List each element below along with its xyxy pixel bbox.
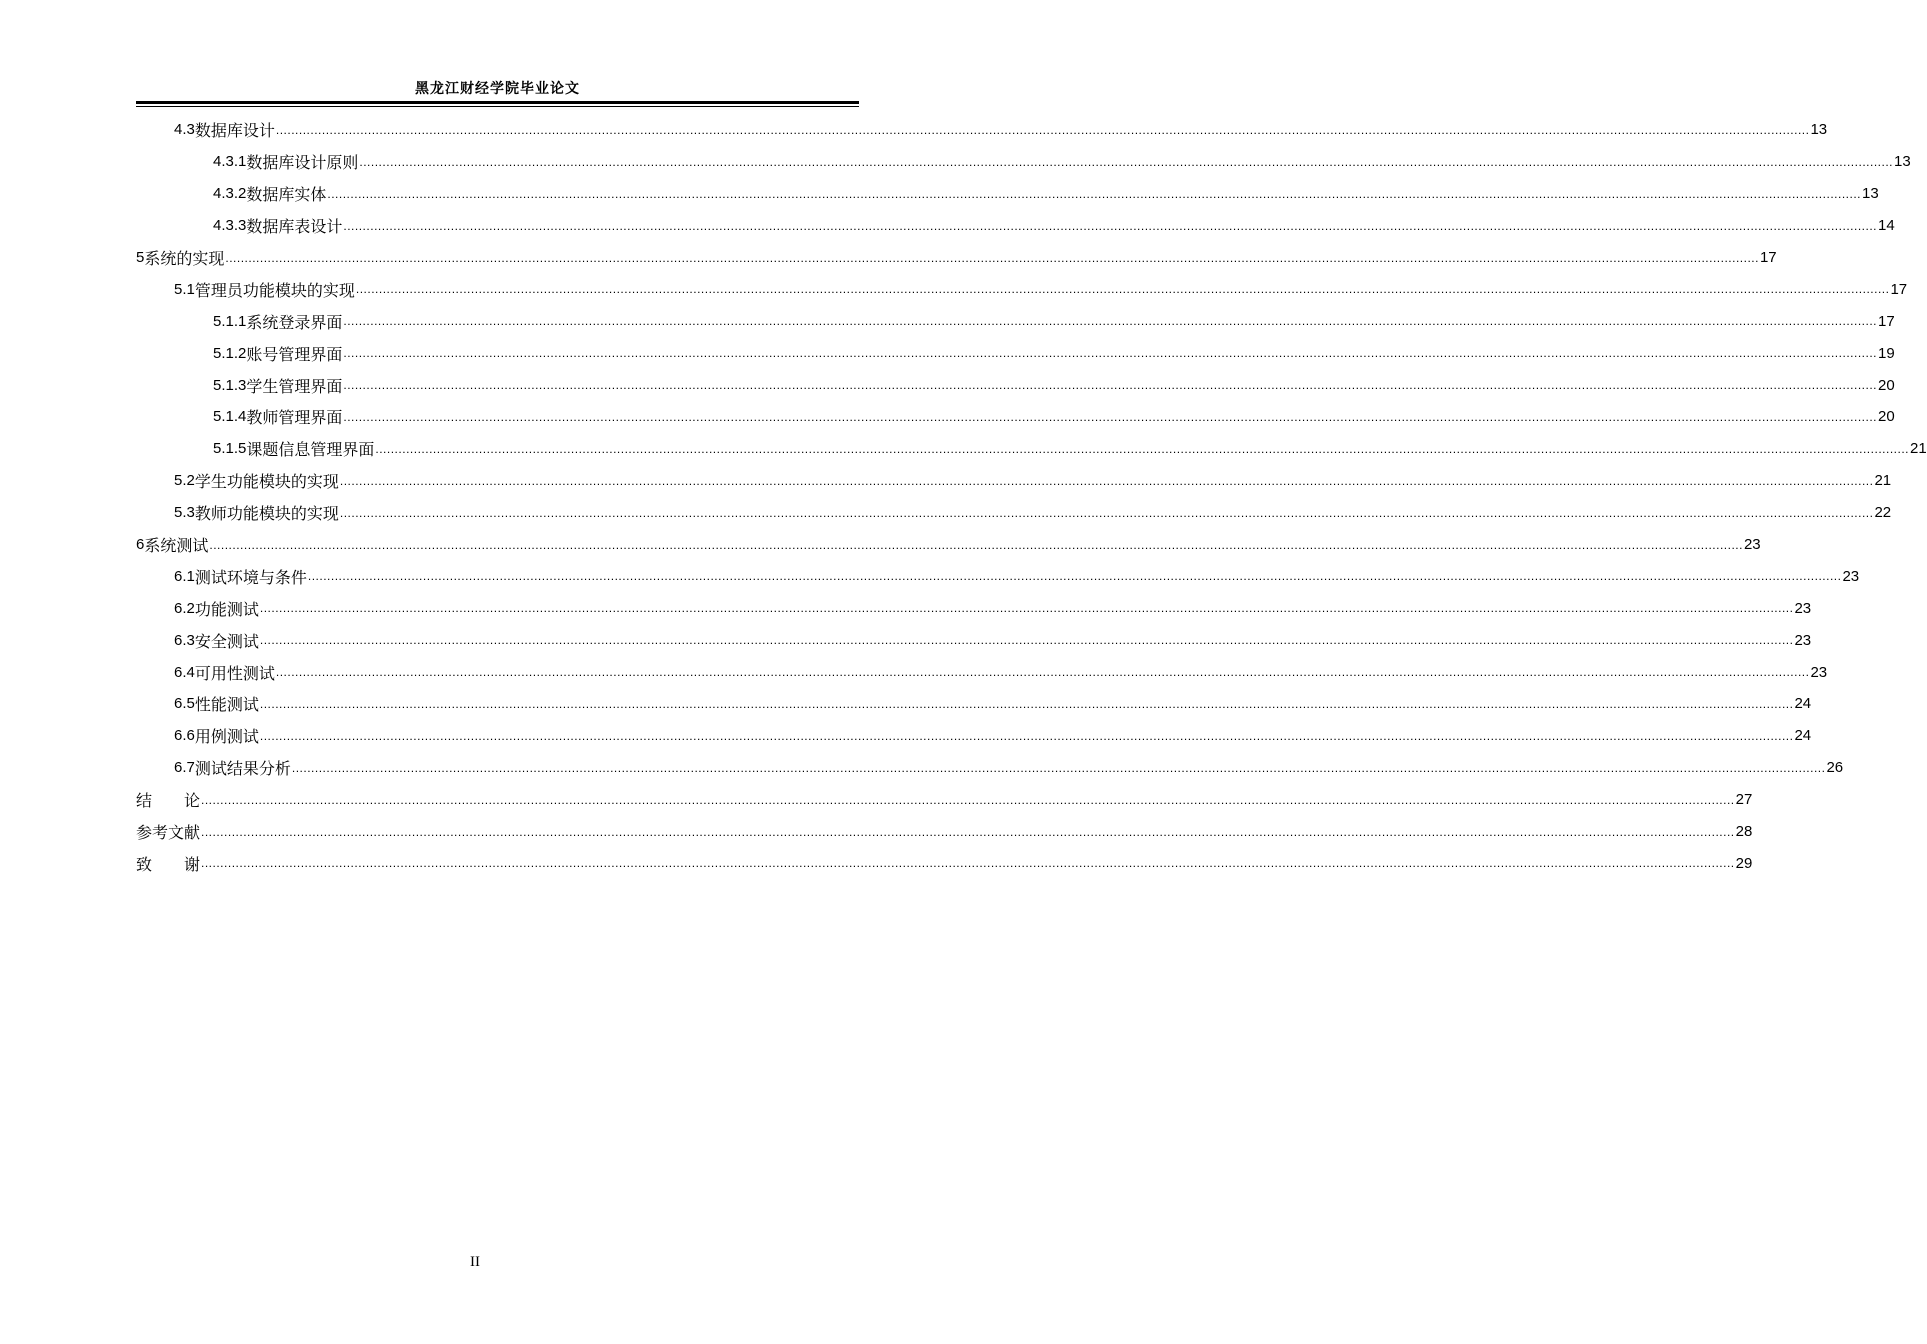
toc-entry-title: 结 论 [136, 791, 201, 811]
toc-entry-page: 23 [1743, 536, 1761, 554]
toc-entry-number: 4.3.3 [213, 217, 247, 235]
toc-entry-page: 23 [1810, 663, 1828, 681]
toc-entry[interactable] [136, 752, 1844, 784]
toc-entry-page: 28 [1735, 823, 1753, 841]
toc-dot-leader: ................................................................................................................................................................................................................................................................................................................................................................................................................ [225, 250, 1759, 265]
toc-entry-number: 5.3 [174, 504, 195, 522]
toc-dot-leader: ................................................................................................................................................................................................................................................................................................................................................................................................................ [355, 282, 1890, 297]
toc-entry[interactable] [136, 465, 1892, 497]
toc-entry-title: 学生功能模块的实现 [194, 472, 339, 492]
toc-entry-number: 6.7 [174, 759, 195, 777]
toc-entry[interactable] [136, 816, 1753, 848]
toc-entry-number: 5.1.2 [213, 344, 247, 362]
toc-entry-title: 测试环境与条件 [194, 567, 307, 587]
toc-entry-number: 6.5 [174, 695, 195, 713]
toc-entry-page: 21 [1874, 472, 1892, 490]
toc-entry-title: 用例测试 [194, 727, 259, 747]
toc-entry-number: 5.1.1 [213, 312, 247, 330]
toc-entry[interactable] [136, 178, 1879, 210]
toc-entry-page: 21 [1909, 440, 1927, 458]
toc-dot-leader: ................................................................................................................................................................................................................................................................................................................................................................................................................ [343, 314, 1877, 329]
toc-dot-leader: ................................................................................................................................................................................................................................................................................................................................................................................................................ [259, 728, 1794, 743]
toc-entry-page: 29 [1735, 854, 1753, 872]
toc-dot-leader: ................................................................................................................................................................................................................................................................................................................................................................................................................ [209, 537, 1743, 552]
toc-entry-number: 6.6 [174, 727, 195, 745]
toc-entry-title: 系统测试 [144, 536, 209, 556]
toc-entry-title: 教师功能模块的实现 [194, 504, 339, 524]
toc-entry-number: 5.1 [174, 280, 195, 298]
toc-entry-title: 系统的实现 [144, 249, 225, 268]
toc-entry-title: 数据库实体 [246, 185, 327, 205]
toc-entry-number: 5.1.5 [213, 440, 247, 458]
toc-entry-number: 6 [136, 536, 145, 554]
toc-dot-leader: ................................................................................................................................................................................................................................................................................................................................................................................................................ [259, 601, 1794, 616]
toc-dot-leader: ................................................................................................................................................................................................................................................................................................................................................................................................................ [343, 346, 1877, 361]
toc-entry-page: 24 [1794, 727, 1812, 745]
toc-dot-leader: ................................................................................................................................................................................................................................................................................................................................................................................................................ [359, 154, 1893, 169]
toc-entry-title: 学生管理界面 [246, 376, 343, 396]
toc-entry-title: 教师管理界面 [246, 408, 343, 428]
toc-entry-page: 17 [1890, 280, 1908, 298]
toc-entry-title: 管理员功能模块的实现 [194, 280, 355, 300]
table-of-contents [136, 114, 1927, 879]
toc-entry[interactable] [136, 433, 1927, 465]
toc-entry-page: 17 [1759, 249, 1777, 266]
toc-entry-page: 27 [1735, 791, 1753, 809]
toc-entry[interactable] [136, 656, 1828, 688]
toc-entry-page: 26 [1826, 759, 1844, 777]
toc-entry[interactable] [136, 497, 1892, 529]
toc-entry-number: 6.2 [174, 599, 195, 617]
toc-dot-leader: ................................................................................................................................................................................................................................................................................................................................................................................................................ [201, 792, 1735, 807]
toc-entry-title: 可用性测试 [194, 663, 275, 683]
toc-entry[interactable] [136, 273, 1908, 305]
toc-entry-number: 4.3 [174, 121, 195, 139]
toc-dot-leader: ................................................................................................................................................................................................................................................................................................................................................................................................................ [259, 696, 1794, 711]
toc-entry-title: 参考文献 [136, 823, 201, 843]
toc-entry-page: 20 [1877, 376, 1895, 394]
toc-entry-number: 5.1.4 [213, 408, 247, 426]
toc-entry[interactable] [136, 688, 1812, 720]
toc-entry-title: 安全测试 [194, 631, 259, 651]
toc-dot-leader: ................................................................................................................................................................................................................................................................................................................................................................................................................ [343, 218, 1877, 233]
toc-entry-title: 数据库设计 [194, 121, 275, 141]
toc-entry-title: 系统登录界面 [246, 312, 343, 332]
toc-entry-page: 23 [1794, 599, 1812, 617]
toc-dot-leader: ................................................................................................................................................................................................................................................................................................................................................................................................................ [259, 633, 1794, 648]
toc-entry-title: 致 谢 [136, 854, 201, 874]
toc-entry-number: 6.3 [174, 631, 195, 649]
toc-entry-title: 测试结果分析 [194, 759, 291, 779]
toc-entry-title: 性能测试 [194, 695, 259, 715]
toc-dot-leader: ................................................................................................................................................................................................................................................................................................................................................................................................................ [343, 409, 1877, 424]
toc-dot-leader: ................................................................................................................................................................................................................................................................................................................................................................................................................ [201, 824, 1735, 839]
toc-entry[interactable] [136, 146, 1911, 178]
toc-entry[interactable] [136, 847, 1753, 879]
toc-entry-page: 13 [1893, 153, 1911, 171]
toc-entry-number: 5.1.3 [213, 376, 247, 394]
toc-entry-page: 20 [1877, 408, 1895, 426]
toc-entry-page: 14 [1877, 217, 1895, 235]
toc-entry-number: 4.3.2 [213, 185, 247, 203]
toc-dot-leader: ................................................................................................................................................................................................................................................................................................................................................................................................................ [339, 505, 1874, 520]
toc-entry[interactable] [136, 369, 1895, 401]
toc-dot-leader: ................................................................................................................................................................................................................................................................................................................................................................................................................ [327, 186, 1861, 201]
toc-entry[interactable] [136, 720, 1812, 752]
toc-dot-leader: ................................................................................................................................................................................................................................................................................................................................................................................................................ [275, 665, 1810, 680]
toc-entry-title: 课题信息管理界面 [246, 440, 375, 460]
running-header: 黑龙江财经学院毕业论文 [415, 81, 580, 97]
toc-dot-leader: ................................................................................................................................................................................................................................................................................................................................................................................................................ [375, 441, 1909, 456]
toc-dot-leader: ................................................................................................................................................................................................................................................................................................................................................................................................................ [343, 378, 1877, 393]
toc-entry-page: 22 [1874, 504, 1892, 522]
toc-entry-page: 17 [1877, 312, 1895, 330]
toc-entry[interactable] [136, 784, 1753, 816]
toc-entry-number: 6.1 [174, 567, 195, 585]
toc-dot-leader: ................................................................................................................................................................................................................................................................................................................................................................................................................ [307, 569, 1842, 584]
toc-entry[interactable] [136, 592, 1812, 624]
toc-dot-leader: ................................................................................................................................................................................................................................................................................................................................................................................................................ [201, 856, 1735, 871]
toc-dot-leader: ................................................................................................................................................................................................................................................................................................................................................................................................................ [291, 760, 1826, 775]
toc-entry[interactable] [136, 114, 1828, 146]
toc-dot-leader: ................................................................................................................................................................................................................................................................................................................................................................................................................ [339, 473, 1874, 488]
toc-entry[interactable] [136, 529, 1761, 561]
toc-entry-title: 功能测试 [194, 599, 259, 619]
toc-entry[interactable] [136, 560, 1860, 592]
toc-entry[interactable] [136, 210, 1895, 242]
toc-entry[interactable] [136, 242, 1777, 274]
toc-dot-leader: ................................................................................................................................................................................................................................................................................................................................................................................................................ [275, 122, 1810, 137]
toc-entry-page: 24 [1794, 695, 1812, 713]
toc-entry[interactable] [136, 401, 1895, 433]
toc-entry-title: 数据库表设计 [246, 217, 343, 237]
toc-entry-number: 6.4 [174, 663, 195, 681]
toc-entry-page: 23 [1794, 631, 1812, 649]
toc-entry-title: 数据库设计原则 [246, 153, 359, 173]
header-rule-thin [136, 106, 859, 107]
toc-entry-title: 账号管理界面 [246, 344, 343, 364]
toc-entry-number: 5 [136, 249, 145, 266]
toc-entry-number: 5.2 [174, 472, 195, 490]
page-number: II [470, 1254, 480, 1270]
header-rule-thick [136, 101, 859, 104]
toc-entry[interactable] [136, 337, 1895, 369]
toc-entry-page: 13 [1861, 185, 1879, 203]
toc-entry[interactable] [136, 305, 1895, 337]
toc-entry[interactable] [136, 624, 1812, 656]
toc-entry-page: 19 [1877, 344, 1895, 362]
toc-entry-number: 4.3.1 [213, 153, 247, 171]
toc-entry-page: 13 [1810, 121, 1828, 139]
toc-entry-page: 23 [1842, 567, 1860, 585]
